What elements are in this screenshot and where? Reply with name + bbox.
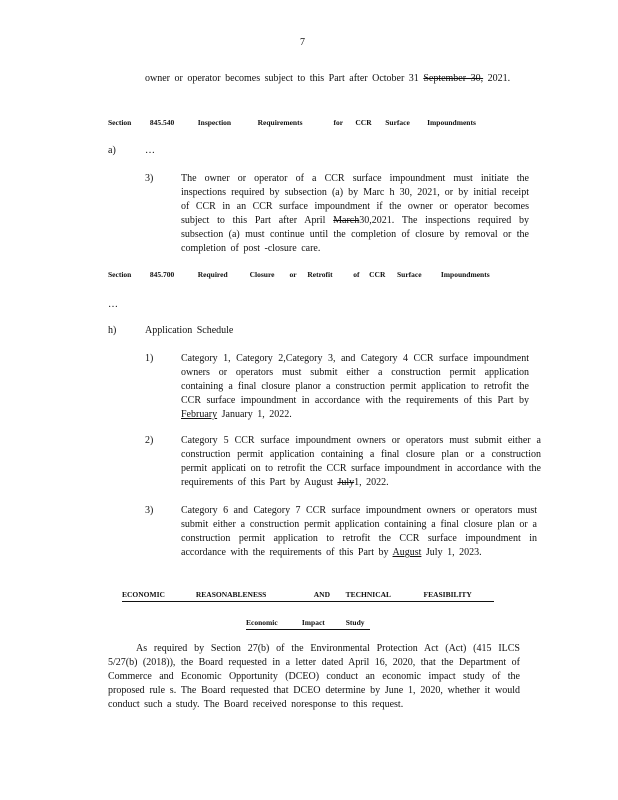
heading-word: Study (345, 618, 365, 627)
inserted-text: February (181, 409, 218, 420)
item-2-text (181, 434, 541, 490)
heading-word: or (289, 270, 297, 279)
section-700-heading (108, 270, 528, 280)
heading-word: ECONOMIC (122, 590, 165, 599)
deleted-text: July (337, 477, 355, 488)
item-a-text: … (145, 145, 155, 156)
deleted-text: September 30, (423, 73, 484, 84)
heading-word: AND (313, 590, 330, 599)
item-text: Category 5 CCR surface impoundment owners or operators must submit either a construction permit application containing a final closure plan or a construction permit applicati on to retrofit the CCR surface impoundment in accordance with the requirements of this Part by August (181, 435, 541, 488)
item-text: The owner or operator of a CCR surface impoundment must initiate the inspections required by subsection (a) by Marc h 30, 2021, or by initial receipt of CCR in an CCR surface impoundment if the owner or operator becomes subject to this Part after April (181, 173, 529, 226)
heading-word: Surface (397, 270, 422, 279)
section-540-heading (108, 118, 528, 128)
heading-word: CCR (369, 270, 386, 279)
heading-word: of (353, 270, 360, 279)
heading-word: FEASIBILITY (423, 590, 472, 599)
heading-word: Requirements (257, 118, 303, 127)
econ-heading (122, 590, 494, 602)
item-text-end: January 1, 2022. (221, 409, 292, 420)
item-a-label: a) (108, 145, 116, 156)
item-3-text (181, 172, 529, 256)
heading-word: 845.700 (149, 270, 175, 279)
item-h-text: Application Schedule (145, 325, 234, 336)
item-1-label: 1) (145, 353, 154, 364)
heading-word: Economic (246, 618, 278, 627)
item-2-label: 2) (145, 435, 154, 446)
deleted-text: March (333, 215, 360, 226)
intro-text: owner or operator becomes subject to this Part after October 31 (145, 73, 419, 84)
item-1-text (181, 352, 529, 422)
heading-word: Impoundments (427, 118, 476, 127)
econ-paragraph: As required by Section 27(b) of the Environmental Protection Act (Act) (415 ILCS 5/27(b) (2018)), the Board requested in a letter dated April 16, 2020, that the Department of Commerce and Economic Opportunity (DCEO) conduct an economic impact study of the proposed rule s. The Board requested that DCEO determine by June 1, 2020, whether it would conduct such a study. The Board received noresponse to this request. (108, 643, 520, 710)
item-h-label: h) (108, 325, 117, 336)
item-text-end: July 1, 2023. (425, 547, 482, 558)
heading-word: 845.540 (149, 118, 175, 127)
item-text: Category 1, Category 2,Category 3, and Category 4 CCR surface impoundment owners or operators must submit either a construction permit application containing a final closure planor a construction permit application to retrofit the CCR surface impoundment in accordance with the requirements of this Part by (181, 353, 529, 406)
item-text-end: 30,2021. The inspections required by subsection (a) must continue until the completion of closure by removal or the completion of post -closure care. (181, 215, 529, 254)
item-text: Category 6 and Category 7 CCR surface impoundment owners or operators must submit either a construction permit application containing a final closure plan or a construction permit application to retrofit the CCR surface impoundment in accordance with the requirements of this Part by (181, 505, 537, 558)
intro-paragraph (145, 72, 529, 86)
heading-word: for (333, 118, 344, 127)
heading-word: Surface (385, 118, 410, 127)
item-3b-label: 3) (145, 505, 154, 516)
heading-word: Closure (249, 270, 275, 279)
item-3b-text (181, 504, 537, 560)
heading-word: Retrofit (307, 270, 333, 279)
item-3-label: 3) (145, 173, 154, 184)
heading-word: REASONABLENESS (195, 590, 267, 599)
heading-word: Inspection (197, 118, 232, 127)
heading-word: Section (108, 270, 132, 279)
heading-word: Impact (301, 618, 325, 627)
econ-subheading (246, 618, 370, 630)
inserted-text: August (392, 547, 422, 558)
item-text-end: 1, 2022. (354, 477, 389, 488)
ellipsis: … (108, 299, 118, 310)
page-number: 7 (300, 37, 305, 48)
heading-word: CCR (355, 118, 372, 127)
heading-word: TECHNICAL (345, 590, 392, 599)
heading-word: Section (108, 118, 132, 127)
intro-text-end: 2021. (487, 73, 511, 84)
heading-word: Impoundments (440, 270, 490, 279)
heading-word: Required (197, 270, 228, 279)
